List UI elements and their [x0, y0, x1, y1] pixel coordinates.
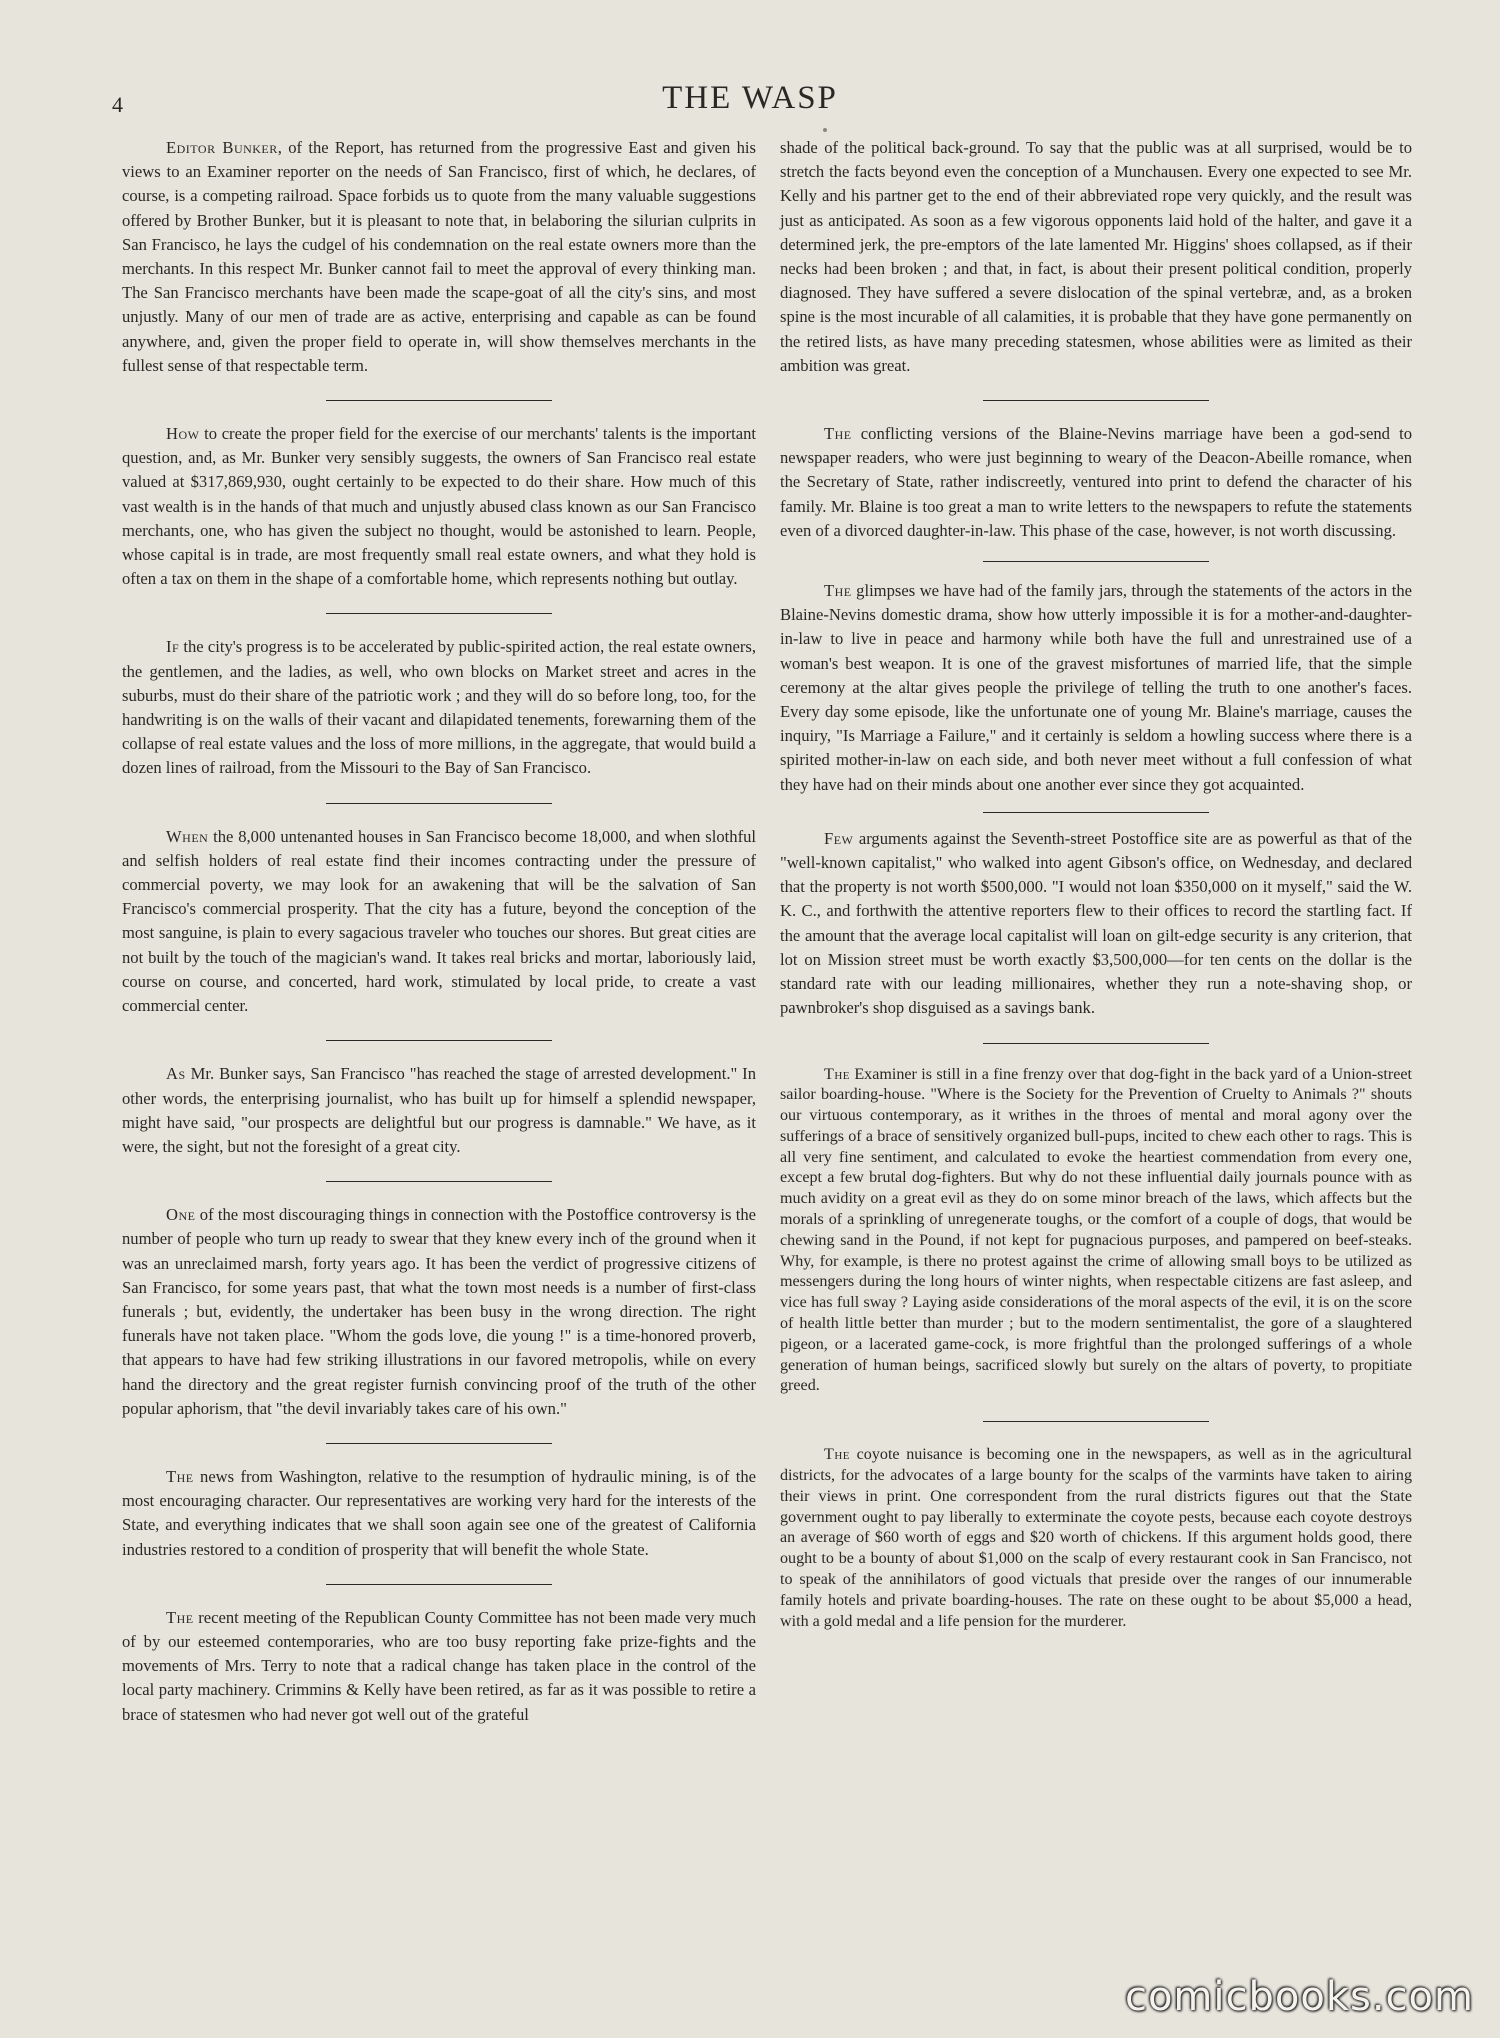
paragraph-lead: The	[824, 1446, 850, 1464]
paragraph-text: arguments against the Seventh-street Postoffice site are as powerful as that of the "well-known capitalist," who walked into agent Gibson's office, on Wednesday, and declared that the property is not worth $500,000. "I would not loan $350,000 on it myself," said the W. K. C., and forthwith the attentive reporters flew to their offices to record the startling fact. If the amount that the average local capitalist will loan on gilt-edge security is any criterion, that lot on Mission street must be worth exactly $3,500,000—for ten cents on the dollar is the standard rate with our leading millionaires, whether they run a note-shaving shop, or pawnbroker's shop disguised as a savings bank.	[780, 828, 1412, 1018]
article-paragraph	[122, 1606, 756, 1727]
section-divider	[122, 1562, 756, 1606]
article-paragraph	[122, 635, 756, 780]
article-paragraph	[122, 1465, 756, 1562]
section-divider	[122, 1159, 756, 1203]
paragraph-text: Examiner is still in a fine frenzy over that dog-fight in the back yard of a Union-street sailor boarding-house. "Where is the Society for the Prevention of Cruelty to Animals ?" shouts our virtuous contemporary, as it writhes in the throes of mental and moral agony over the sufferings of a brace of sensitively organized bull-pups, incited to chew each other to rags. This is all very fine sentiment, and calculated to evoke the heartiest commendation from every one, except a few brutal dog-fighters. But why do not these influential daily journals pounce with as much avidity on a great evil as they do on some minor breach of the laws, which affects but the morals of a sprinkling of unregenerate toughs, or the comfort of a couple of dogs, that would be chewing sand in the Pound, if not kept for pugnacious purposes, and pampered on beef-steaks. Why, for example, is there no protest against the crime of allowing small boys to be utilized as messengers during the long hours of winter nights, when respectable citizens are fast asleep, and vice has full sway ? Laying aside considerations of the moral aspects of the evil, it is on the score of health little better than murder ; but to the modern sentimentalist, the gore of a slaughtered pigeon, or a lacerated game-cock, is more frightful than the prolonged sufferings of a whole generation of human beings, sacrificed slowly but surely on the altars of poverty, to propitiate greed.	[780, 1065, 1412, 1395]
paragraph-lead: The	[824, 424, 852, 444]
section-divider	[780, 378, 1412, 422]
section-divider	[780, 797, 1412, 827]
section-divider	[122, 781, 756, 825]
article-paragraph	[122, 1203, 756, 1421]
site-watermark: comicbooks.com	[1124, 1974, 1474, 2020]
masthead-ornament	[823, 128, 827, 132]
paragraph-lead: As	[166, 1064, 186, 1084]
paragraph-lead: The	[824, 1065, 850, 1083]
paragraph-lead: Editor Bunker	[166, 138, 278, 157]
article-paragraph	[780, 579, 1412, 797]
paragraph-lead: The	[166, 1466, 194, 1486]
article-paragraph	[122, 1062, 756, 1159]
section-divider	[122, 1421, 756, 1465]
masthead-title: THE WASP	[662, 80, 838, 116]
paragraph-text: Mr. Bunker says, San Francisco "has reached the stage of arrested development." In other words, the enterprising journalist, who has built up for himself a splendid newspaper, might have said, "our prospects are delightful but our progress is damnable." We have, as it were, the sight, but not the foresight of a great city.	[122, 1064, 756, 1156]
article-paragraph	[780, 1065, 1412, 1398]
left-column	[122, 136, 756, 1727]
article-paragraph	[780, 1445, 1412, 1632]
article-paragraph	[122, 422, 756, 591]
article-paragraph	[780, 422, 1412, 543]
paragraph-text: glimpses we have had of the family jars, through the statements of the actors in the Blaine-Nevins domestic drama, show how utterly impossible it is for a mother-and-daughter-in-law to live in peace and harmony while both have the full and unrestrained use of a woman's best weapon. It is one of the gravest misfortunes of married life, that the simple ceremony at the altar gives people the privilege of telling the truth to one another's faces. Every day some episode, like the unfortunate one of young Mr. Blaine's marriage, causes the inquiry, "Is Marriage a Failure," and it certainly is seldom a howling success where there is a spirited mother-in-law on each side, and both never meet without a full confession of what they have had on their minds about one another ever since they got acquainted.	[780, 581, 1412, 794]
paragraph-text: , of the Report, has returned from the progressive East and given his views to an Examiner reporter on the needs of San Francisco, first of which, he declares, of course, is a competing railroad. Space forbids us to quote from the many valuable suggestions offered by Brother Bunker, but it is pleasant to note that, in belaboring the silurian culprits in San Francisco, he lays the cudgel of his condemnation on the real estate owners more than the merchants. In this respect Mr. Bunker cannot fail to meet the approval of every thinking man. The San Francisco merchants have been made the scape-goat of all the city's sins, and most unjustly. Many of our men of trade are as active, enterprising and capable as can be found anywhere, and, given the proper field to operate in, will show themselves merchants in the fullest sense of that respectable term.	[122, 138, 756, 375]
paragraph-text: of the most discouraging things in connection with the Postoffice controversy is the number of people who turn up ready to swear that they knew every inch of the ground when it was an unreclaimed marsh, forty years ago. It has been the verdict of progressive citizens of San Francisco, for some years past, that what the town most needs is a number of first-class funerals ; but, evidently, the undertaker has been busy in the wrong direction. The right funerals have not taken place. "Whom the gods love, die young !" is a time-honored proverb, that appears to have had few striking illustrations in our favored metropolis, while on every hand the directory and the great register furnish convincing proof of the truth of the other popular aphorism, that "the devil invariably takes care of his own."	[122, 1205, 756, 1418]
section-divider	[122, 591, 756, 635]
section-divider	[122, 378, 756, 422]
page-number: 4	[112, 92, 123, 117]
paragraph-lead: The	[166, 1607, 194, 1627]
paragraph-text: shade of the political back-ground. To say that the public was at all surprised, would be to stretch the facts beyond even the conception of a Munchausen. Every one expected to see Mr. Kelly and his partner get to the end of their abbreviated rope very quickly, and the result was just as anticipated. As soon as a few vigorous opponents laid hold of the halter, and gave it a determined jerk, the pre-emptors of the late lamented Mr. Higgins' shoes collapsed, as if their necks had been broken ; and that, in fact, is about their present political condition, properly diagnosed. They have suffered a severe dislocation of the spinal vertebræ, and, as a broken spine is the most incurable of all calamities, it is probable that they have gone permanently on the retired lists, as have many preceding statesmen, whose abilities were as limited as their ambition was great.	[780, 138, 1412, 375]
paragraph-text: coyote nuisance is becoming one in the newspapers, as well as in the agricultural districts, for the advocates of a large bounty for the scalps of the varmints have taken to airing their views in print. One correspondent from the rural districts figures out that the State government ought to pay liberally to exterminate the coyote pests, because each coyote destroys an average of $60 worth of eggs and $20 worth of chickens. If this argument holds good, there ought to be a bounty of about $1,000 on the scalp of every restaurant cook in San Francisco, not to speak of the annihilators of good victuals that preside over the ranges of our innumerable family hotels and private boarding-houses. The rate on these ought to be about $5,000 a head, with a gold medal and a life pension for the murderer.	[780, 1446, 1412, 1630]
paragraph-text: to create the proper field for the exercise of our merchants' talents is the important question, and, as Mr. Bunker very sensibly suggests, the owners of San Francisco real estate valued at $317,869,930, ought certainly to be expected to do their share. How much of this vast wealth is in the hands of that much and unjustly abused class known as our San Francisco merchants, one, who has given the subject no thought, would be astonished to learn. People, whose capital is in trade, are most frequently small real estate owners, and what they hold is often a tax on them in the shape of a comfortable home, which represents nothing but outlay.	[122, 424, 756, 589]
paragraph-text: news from Washington, relative to the resumption of hydraulic mining, is of the most encouraging character. Our representatives are working very hard for the interests of the State, and everything indicates that we shall soon again see one of the greatest of California industries restored to a condition of prosperity that will benefit the whole State.	[122, 1466, 756, 1559]
paragraph-text: the city's progress is to be accelerated by public-spirited action, the real estate owners, the gentlemen, and the ladies, as well, who own blocks on Market street and acres in the suburbs, must do their share of the patriotic work ; and they will do so before long, too, for the handwriting is on the walls of their vacant and dilapidated tenements, forewarning them of the collapse of real estate values and the loss of more millions, in the aggregate, that would build a dozen lines of railroad, from the Missouri to the Bay of San Francisco.	[122, 637, 756, 778]
right-column	[780, 136, 1412, 1632]
compact-block	[780, 1065, 1412, 1633]
paragraph-text: conflicting versions of the Blaine-Nevins marriage have been a god-send to newspaper readers, who were just beginning to weary of the Deacon-Abeille romance, when the Secretary of State, rather indiscreetly, ventured into print to defend the character of his family. Mr. Blaine is too great a man to write letters to the newspapers to refute the statements even of a divorced daughter-in-law. This phase of the case, however, is not worth discussing.	[780, 424, 1412, 540]
section-divider	[122, 1018, 756, 1062]
paragraph-lead: The	[824, 581, 852, 601]
section-divider	[780, 543, 1412, 579]
article-paragraph	[780, 827, 1412, 1021]
paragraph-lead: When	[166, 826, 209, 846]
paragraph-lead: Few	[824, 828, 854, 848]
article-paragraph	[122, 136, 756, 378]
article-paragraph	[122, 825, 756, 1019]
section-divider	[780, 1021, 1412, 1065]
paragraph-lead: How	[166, 424, 200, 444]
paragraph-text: recent meeting of the Republican County Committee has not been made very much of by our esteemed contemporaries, who are too busy reporting fake prize-fights and the movements of Mrs. Terry to note that a radical change has taken place in the control of the local party machinery. Crimmins & Kelly have been retired, as far as it was possible to retire a brace of statesmen who had never got well out of the grateful	[122, 1607, 756, 1724]
paragraph-lead: If	[166, 637, 180, 657]
section-divider	[780, 1397, 1412, 1445]
paragraph-lead: One	[166, 1205, 196, 1225]
paragraph-text: the 8,000 untenanted houses in San Francisco become 18,000, and when slothful and selfish holders of real estate find their incomes contracting under the pressure of commercial poverty, we may look for an awakening that will be the salvation of San Francisco's commercial prosperity. That the city has a future, beyond the conception of the most sanguine, is plain to every sagacious traveler who touches our shores. But great cities are not built by the touch of the magician's wand. It takes real bricks and mortar, laboriously laid, course on course, and concerted, hard work, stimulated by local pride, to create a vast commercial center.	[122, 826, 756, 1016]
article-paragraph	[780, 136, 1412, 378]
